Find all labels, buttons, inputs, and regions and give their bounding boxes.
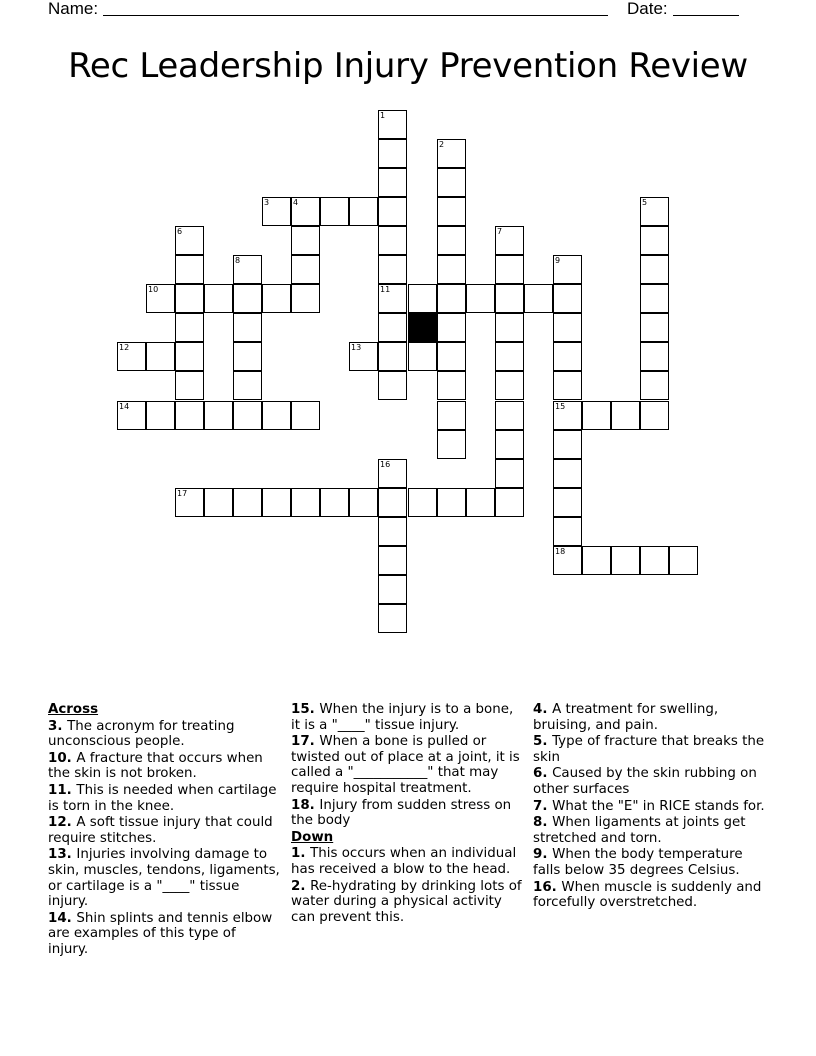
grid-cell[interactable] bbox=[495, 401, 524, 430]
clue-item bbox=[533, 799, 768, 815]
grid-cell[interactable] bbox=[466, 284, 495, 313]
grid-cell[interactable] bbox=[582, 401, 611, 430]
grid-cell[interactable] bbox=[408, 284, 437, 313]
clue-text: What the "E" in RICE stands for. bbox=[552, 798, 765, 814]
grid-cell[interactable] bbox=[437, 313, 466, 342]
clue-column-2 bbox=[291, 701, 523, 925]
clue-item bbox=[291, 846, 523, 877]
page-title: Rec Leadership Injury Prevention Review bbox=[68, 46, 748, 86]
grid-cell[interactable] bbox=[437, 284, 466, 313]
clue-num: 8. bbox=[533, 815, 553, 831]
grid-cell[interactable] bbox=[640, 546, 669, 575]
grid-cell[interactable] bbox=[553, 459, 582, 488]
grid-cell[interactable] bbox=[582, 546, 611, 575]
grid-cell[interactable] bbox=[495, 371, 524, 400]
clue-text: The acronym for treating unconscious people. bbox=[48, 718, 235, 750]
grid-cell[interactable] bbox=[291, 401, 320, 430]
clue-item bbox=[291, 734, 523, 796]
clue-number: 11 bbox=[380, 285, 391, 294]
clue-item bbox=[48, 847, 280, 909]
grid-cell[interactable] bbox=[291, 284, 320, 313]
grid-cell[interactable] bbox=[175, 226, 204, 255]
grid-cell[interactable] bbox=[262, 197, 291, 226]
clue-number: 12 bbox=[119, 343, 130, 352]
grid-cell[interactable] bbox=[204, 284, 233, 313]
grid-cell[interactable] bbox=[117, 342, 146, 371]
clue-number: 13 bbox=[351, 343, 362, 352]
clue-number: 16 bbox=[380, 460, 391, 469]
clue-number: 17 bbox=[177, 489, 188, 498]
clue-text: Injury from sudden stress on the body bbox=[291, 797, 512, 829]
grid-cell[interactable] bbox=[262, 488, 291, 517]
grid-cell[interactable] bbox=[233, 313, 262, 342]
grid-cell[interactable] bbox=[378, 139, 407, 168]
grid-cell[interactable] bbox=[640, 342, 669, 371]
grid-cell[interactable] bbox=[291, 255, 320, 284]
grid-cell[interactable] bbox=[495, 430, 524, 459]
grid-cell[interactable] bbox=[146, 401, 175, 430]
grid-cell[interactable] bbox=[640, 226, 669, 255]
grid-cell[interactable] bbox=[378, 110, 407, 139]
clue-number: 1 bbox=[380, 111, 386, 120]
clue-text: Shin splints and tennis elbow are examples of this type of injury. bbox=[48, 910, 273, 957]
grid-cell[interactable] bbox=[437, 430, 466, 459]
clue-text: This occurs when an individual has received a blow to the head. bbox=[291, 846, 517, 877]
clue-text: Caused by the skin rubbing on other surfaces bbox=[533, 766, 757, 797]
date-label: Date: bbox=[627, 0, 668, 18]
grid-cell[interactable] bbox=[117, 401, 146, 430]
grid-cell[interactable] bbox=[204, 401, 233, 430]
grid-cell[interactable] bbox=[175, 313, 204, 342]
grid-cell[interactable] bbox=[233, 488, 262, 517]
grid-cell[interactable] bbox=[233, 284, 262, 313]
grid-cell[interactable] bbox=[146, 342, 175, 371]
clue-number: 4 bbox=[293, 198, 299, 207]
clue-text: This is needed when cartilage is torn in the knee. bbox=[48, 782, 277, 814]
grid-cell[interactable] bbox=[378, 546, 407, 575]
grid-cell[interactable] bbox=[495, 459, 524, 488]
grid-cell[interactable] bbox=[349, 488, 378, 517]
grid-cell[interactable] bbox=[611, 546, 640, 575]
clue-num: 11. bbox=[48, 782, 77, 798]
clue-item bbox=[48, 751, 280, 782]
grid-cell[interactable] bbox=[175, 255, 204, 284]
grid-cell[interactable] bbox=[640, 284, 669, 313]
clue-num: 1. bbox=[291, 846, 311, 862]
clue-item bbox=[291, 702, 523, 733]
clue-num: 5. bbox=[533, 734, 553, 750]
grid-cell[interactable] bbox=[437, 168, 466, 197]
grid-cell[interactable] bbox=[437, 342, 466, 371]
grid-cell[interactable] bbox=[378, 459, 407, 488]
clue-text: Injuries involving damage to skin, muscles, tendons, ligaments, or cartilage is a "____" tissue injury. bbox=[48, 847, 280, 910]
clue-column-3 bbox=[533, 701, 768, 911]
clue-num: 13. bbox=[48, 847, 77, 863]
grid-cell[interactable] bbox=[175, 401, 204, 430]
clue-num: 17. bbox=[291, 734, 320, 750]
grid-cell[interactable] bbox=[378, 517, 407, 546]
clue-number: 5 bbox=[642, 198, 648, 207]
grid-cell[interactable] bbox=[553, 342, 582, 371]
grid-cell[interactable] bbox=[291, 226, 320, 255]
grid-cell[interactable] bbox=[553, 371, 582, 400]
grid-cell[interactable] bbox=[349, 197, 378, 226]
section-heading-across: Across bbox=[48, 702, 99, 717]
clue-text: A soft tissue injury that could require stitches. bbox=[48, 815, 273, 846]
grid-cell[interactable] bbox=[437, 197, 466, 226]
grid-cell[interactable] bbox=[349, 342, 378, 371]
clue-num: 3. bbox=[48, 718, 68, 734]
grid-cell[interactable] bbox=[495, 255, 524, 284]
grid-cell[interactable] bbox=[553, 313, 582, 342]
grid-cell[interactable] bbox=[233, 401, 262, 430]
clue-num: 2. bbox=[291, 878, 311, 894]
name-label: Name: bbox=[48, 0, 99, 18]
clue-item bbox=[48, 815, 280, 846]
grid-cell[interactable] bbox=[378, 284, 407, 313]
clue-number: 2 bbox=[439, 140, 445, 149]
grid-cell[interactable] bbox=[669, 546, 698, 575]
grid-cell[interactable] bbox=[320, 197, 349, 226]
clue-number: 7 bbox=[497, 227, 503, 236]
grid-cell[interactable] bbox=[524, 284, 553, 313]
grid-cell[interactable] bbox=[408, 488, 437, 517]
grid-cell[interactable] bbox=[553, 284, 582, 313]
grid-cell[interactable] bbox=[378, 168, 407, 197]
clue-text: Type of fracture that breaks the skin bbox=[533, 734, 765, 765]
grid-cell[interactable] bbox=[553, 255, 582, 284]
clue-text: A treatment for swelling, bruising, and pain. bbox=[533, 702, 719, 733]
grid-cell[interactable] bbox=[175, 488, 204, 517]
grid-cell[interactable] bbox=[378, 575, 407, 604]
clue-text: A fracture that occurs when the skin is not broken. bbox=[48, 750, 263, 782]
clue-text: When the body temperature falls below 35 degrees Celsius. bbox=[533, 847, 743, 878]
clue-num: 4. bbox=[533, 702, 553, 717]
grid-cell[interactable] bbox=[640, 255, 669, 284]
clue-item bbox=[291, 879, 523, 926]
clue-number: 9 bbox=[555, 256, 561, 265]
grid-cell[interactable] bbox=[378, 226, 407, 255]
grid-cell[interactable] bbox=[437, 139, 466, 168]
clue-number: 14 bbox=[119, 402, 130, 411]
grid-cell[interactable] bbox=[553, 430, 582, 459]
grid-cell[interactable] bbox=[262, 401, 291, 430]
grid-cell[interactable] bbox=[233, 342, 262, 371]
clue-item bbox=[533, 880, 768, 911]
grid-cell[interactable] bbox=[378, 604, 407, 633]
clue-number: 6 bbox=[177, 227, 183, 236]
clue-text: Re-hydrating by drinking lots of water during a physical activity can prevent this. bbox=[291, 878, 522, 925]
grid-cell[interactable] bbox=[495, 488, 524, 517]
clue-number: 15 bbox=[555, 402, 566, 411]
grid-cell[interactable] bbox=[437, 371, 466, 400]
clue-item bbox=[48, 911, 280, 958]
grid-cell[interactable] bbox=[233, 255, 262, 284]
grid-cell[interactable] bbox=[437, 255, 466, 284]
clue-item bbox=[533, 847, 768, 878]
grid-block bbox=[408, 313, 437, 342]
grid-cell[interactable] bbox=[437, 488, 466, 517]
clue-num: 18. bbox=[291, 797, 320, 813]
clue-item bbox=[533, 702, 768, 733]
grid-cell[interactable] bbox=[553, 488, 582, 517]
grid-cell[interactable] bbox=[495, 342, 524, 371]
clue-num: 7. bbox=[533, 798, 553, 814]
clue-item bbox=[291, 798, 523, 829]
clue-column-1 bbox=[48, 701, 280, 958]
grid-cell[interactable] bbox=[495, 284, 524, 313]
grid-cell[interactable] bbox=[408, 342, 437, 371]
grid-cell[interactable] bbox=[378, 371, 407, 400]
grid-cell[interactable] bbox=[262, 284, 291, 313]
grid-cell[interactable] bbox=[437, 401, 466, 430]
grid-cell[interactable] bbox=[175, 284, 204, 313]
grid-cell[interactable] bbox=[553, 401, 582, 430]
clue-num: 16. bbox=[533, 879, 562, 895]
grid-cell[interactable] bbox=[378, 197, 407, 226]
clue-num: 12. bbox=[48, 815, 77, 831]
grid-cell[interactable] bbox=[378, 255, 407, 284]
clue-number: 8 bbox=[235, 256, 241, 265]
clue-item bbox=[48, 719, 280, 750]
clue-number: 3 bbox=[264, 198, 270, 207]
grid-cell[interactable] bbox=[466, 488, 495, 517]
grid-cell[interactable] bbox=[611, 401, 640, 430]
grid-cell[interactable] bbox=[320, 488, 349, 517]
grid-cell[interactable] bbox=[378, 313, 407, 342]
clue-num: 14. bbox=[48, 910, 77, 926]
grid-cell[interactable] bbox=[291, 488, 320, 517]
grid-cell[interactable] bbox=[437, 226, 466, 255]
clue-num: 10. bbox=[48, 750, 77, 766]
grid-cell[interactable] bbox=[146, 284, 175, 313]
grid-cell[interactable] bbox=[553, 517, 582, 546]
clue-item bbox=[533, 815, 768, 846]
grid-cell[interactable] bbox=[553, 546, 582, 575]
grid-cell[interactable] bbox=[378, 342, 407, 371]
clue-number: 18 bbox=[555, 547, 566, 556]
grid-cell[interactable] bbox=[175, 371, 204, 400]
grid-cell[interactable] bbox=[495, 313, 524, 342]
grid-cell[interactable] bbox=[640, 401, 669, 430]
section-heading-down: Down bbox=[291, 829, 334, 845]
grid-cell[interactable] bbox=[204, 488, 233, 517]
clue-text: When ligaments at joints get stretched and torn. bbox=[533, 815, 746, 846]
clue-text: When a bone is pulled or twisted out of place at a joint, it is called a "___________" that may require hospital treatment. bbox=[291, 734, 520, 796]
grid-cell[interactable] bbox=[233, 371, 262, 400]
clue-item bbox=[533, 766, 768, 797]
clue-num: 6. bbox=[533, 766, 553, 782]
clue-num: 9. bbox=[533, 847, 553, 863]
grid-cell[interactable] bbox=[291, 197, 320, 226]
clue-text: When the injury is to a bone, it is a "____" tissue injury. bbox=[291, 702, 514, 733]
clue-text: When muscle is suddenly and forcefully overstretched. bbox=[533, 879, 762, 911]
grid-cell[interactable] bbox=[640, 313, 669, 342]
grid-cell[interactable] bbox=[640, 371, 669, 400]
clue-item bbox=[48, 783, 280, 814]
grid-cell[interactable] bbox=[175, 342, 204, 371]
grid-cell[interactable] bbox=[378, 488, 407, 517]
grid-cell[interactable] bbox=[495, 226, 524, 255]
clue-num: 15. bbox=[291, 702, 320, 717]
grid-cell[interactable] bbox=[640, 197, 669, 226]
clue-item bbox=[533, 734, 768, 765]
clue-number: 10 bbox=[148, 285, 159, 294]
